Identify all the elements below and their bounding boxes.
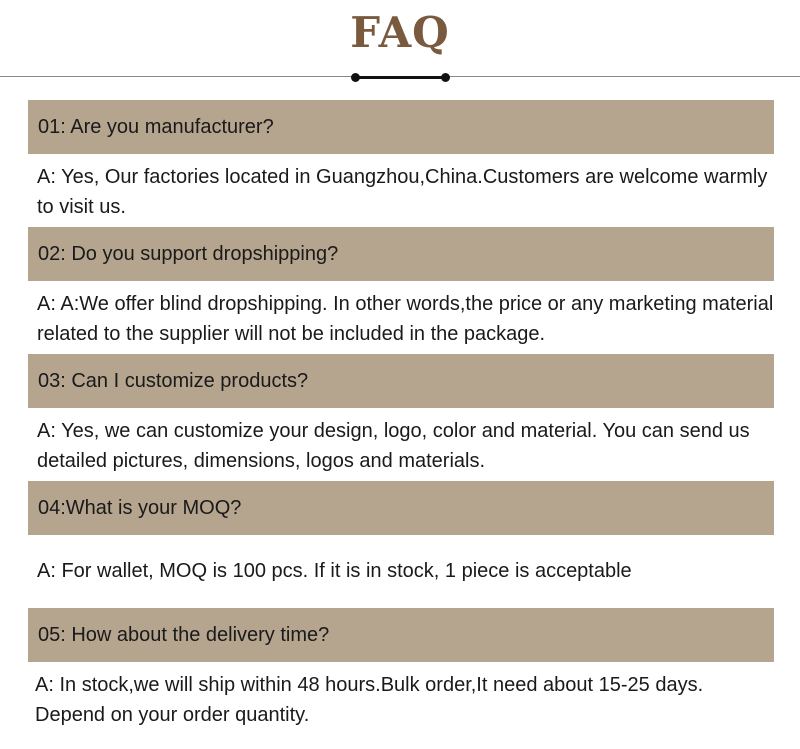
faq-answer-3: A: Yes, we can customize your design, logo, color and material. You can send us detailed pictures, dimensions, logos and materials. xyxy=(37,420,750,472)
page-title: FAQ xyxy=(350,8,450,57)
faq-answer-1: A: Yes, Our factories located in Guangzhou,China.Customers are welcome warmly to visit us. xyxy=(37,166,768,218)
divider-dot-right xyxy=(441,73,450,82)
divider-accent xyxy=(355,76,445,79)
faq-question-2: 02: Do you support dropshipping? xyxy=(28,227,774,281)
divider-dot-left xyxy=(351,73,360,82)
faq-question-3: 03: Can I customize products? xyxy=(28,354,774,408)
faq-question-5: 05: How about the delivery time? xyxy=(28,608,774,662)
faq-answer-4: A: For wallet, MOQ is 100 pcs. If it is in stock, 1 piece is acceptable xyxy=(37,560,632,582)
faq-answer-5: A: In stock,we will ship within 48 hours.Bulk order,It need about 15-25 days. Depend on your order quantity. xyxy=(35,674,704,726)
faq-question-4: 04:What is your MOQ? xyxy=(28,481,774,535)
faq-question-1: 01: Are you manufacturer? xyxy=(28,100,774,154)
faq-list xyxy=(28,100,774,735)
faq-answer-2: A: A:We offer blind dropshipping. In other words,the price or any marketing material related to the supplier will not be included in the package. xyxy=(37,293,774,345)
